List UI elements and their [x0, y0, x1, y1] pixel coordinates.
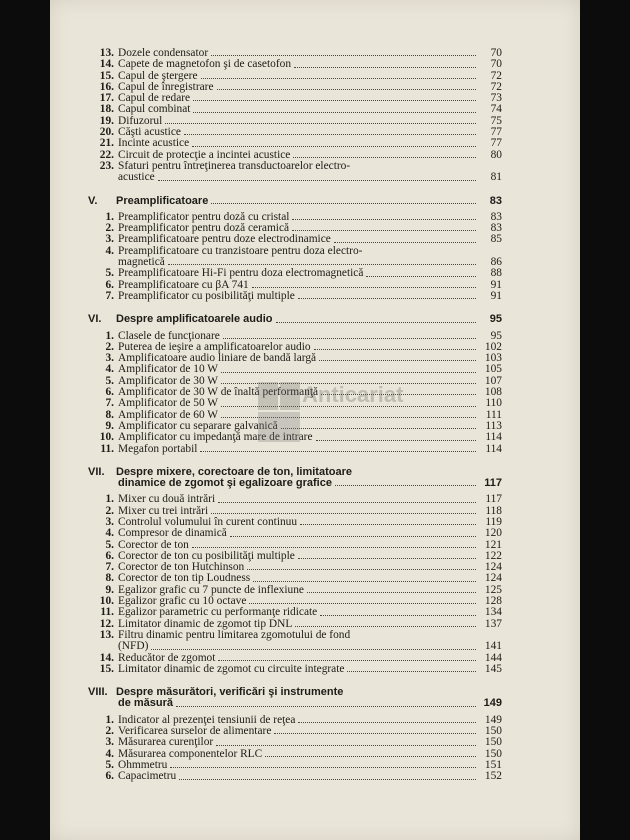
page-number: 70: [490, 58, 502, 71]
entry-number: 5.: [105, 758, 114, 771]
chapter-heading: [88, 467, 502, 490]
toc-chapter: [88, 467, 502, 675]
page-number: 85: [490, 233, 502, 246]
dot-leader: [230, 536, 476, 537]
dot-leader: [193, 112, 476, 113]
entry-number: 8.: [105, 572, 114, 585]
entry-title: Limitator dinamic de zgomot cu circuite integrate: [118, 662, 345, 675]
entry-number: 16.: [99, 80, 114, 93]
page-number: 72: [490, 69, 502, 82]
page-number: 137: [484, 617, 502, 630]
entry-title: Corector de ton: [118, 538, 189, 551]
entry-title: Filtru dinamic pentru limitarea zgomotului de fond: [118, 628, 351, 641]
entry-number: 4.: [105, 244, 114, 257]
dot-leader: [151, 649, 476, 650]
dot-leader: [347, 671, 476, 672]
entry-number: 8.: [105, 408, 114, 421]
toc-entry: [88, 737, 502, 748]
page-number: 83: [489, 194, 502, 207]
entry-number: 11.: [100, 442, 114, 455]
entry-number: 4.: [105, 527, 114, 540]
page-number: 120: [484, 527, 502, 540]
page-number: 75: [490, 114, 502, 127]
dot-leader: [252, 287, 476, 288]
entry-number: 6.: [105, 386, 114, 399]
page-number: 111: [485, 408, 502, 421]
entry-title: Preamplificatoare cu βA 741: [118, 278, 249, 291]
section-number: V.: [88, 194, 98, 207]
entry-title: Amplificator de 60 W: [118, 408, 219, 421]
dot-leader: [274, 733, 476, 734]
page-number: 73: [490, 92, 502, 105]
section-title-continued: [88, 478, 502, 489]
entry-number: 10.: [99, 431, 114, 444]
entry-title: Mixer cu două intrări: [118, 493, 216, 506]
toc-chapter: [88, 48, 502, 184]
page-number: 108: [484, 386, 502, 399]
entry-number: 2.: [105, 340, 114, 353]
page-number: 134: [484, 606, 502, 619]
entry-number: 15.: [99, 662, 114, 675]
page-number: 91: [490, 278, 502, 291]
entry-title: Capul de înregistrare: [118, 80, 214, 93]
entry-title: Preamplificatoare pentru doze electrodinamice: [118, 233, 331, 246]
entry-title: Dozele condensator: [118, 47, 209, 59]
continued-text: acustice: [118, 171, 155, 184]
page-number: 144: [484, 651, 502, 664]
entry-title: Măsurarea componentelor RLC: [118, 747, 263, 760]
dot-leader: [193, 100, 476, 101]
entry-number: 13.: [99, 47, 114, 59]
entry-number: 3.: [105, 233, 114, 246]
entry-title: Egalizor parametric cu performanţe ridicate: [118, 606, 318, 619]
entry-number: 6.: [105, 770, 114, 783]
toc-entry: [88, 432, 502, 443]
entry-number: 1.: [105, 713, 114, 726]
entry-number: 19.: [99, 114, 114, 127]
entry-title: Controlul volumului în curent continuu: [118, 515, 298, 528]
entry-number: 2.: [105, 222, 114, 235]
section-number: VI.: [88, 313, 102, 326]
dot-leader: [211, 513, 476, 514]
page-number: 128: [484, 595, 502, 608]
entry-title: Amplificator de 30 W de înaltă performanţă: [118, 386, 319, 399]
chapter-heading: [88, 687, 502, 710]
entry-title: Preamplificator pentru doză ceramică: [118, 222, 290, 235]
entry-title: Egalizor grafic cu 7 puncte de inflexiune: [118, 583, 304, 596]
page-number: 119: [485, 515, 502, 528]
dot-leader: [211, 203, 476, 204]
entry-number: 2.: [105, 504, 114, 517]
entry-title: Reducător de zgomot: [118, 651, 216, 664]
toc-chapter: [88, 687, 502, 782]
page-number: 83: [490, 222, 502, 235]
entry-title: Corector de ton Hutchinson: [118, 561, 245, 574]
entry-number: 2.: [105, 725, 114, 738]
entry-number: 13.: [99, 628, 114, 641]
entry-title: Preamplificator pentru doză cu cristal: [118, 210, 290, 223]
dot-leader: [314, 349, 476, 350]
section-heading: [88, 314, 502, 325]
dot-leader: [168, 264, 476, 265]
page-number: 86: [490, 256, 502, 269]
dot-leader: [221, 406, 476, 407]
chapter-heading: [88, 314, 502, 325]
toc-entry: [88, 444, 502, 455]
toc-entry: [88, 528, 502, 539]
page-number: 103: [484, 352, 502, 365]
entry-title: Verificarea surselor de alimentare: [118, 725, 272, 738]
page-number: 113: [485, 419, 502, 432]
page-number: 77: [490, 126, 502, 139]
section-heading: [88, 196, 502, 207]
page-number: 117: [485, 493, 502, 506]
toc-entry: [88, 664, 502, 675]
entry-title-continued: [88, 641, 502, 652]
dot-leader: [211, 55, 476, 56]
dot-leader: [276, 322, 477, 323]
toc-entry: [88, 630, 502, 641]
continued-text: dinamice de zgomot şi egalizoare grafice: [118, 477, 332, 490]
dot-leader: [253, 581, 476, 582]
page-number: 83: [490, 210, 502, 223]
dot-leader: [298, 298, 476, 299]
page-number: 118: [485, 504, 502, 517]
entry-number: 9.: [105, 419, 114, 432]
dot-leader: [249, 603, 476, 604]
toc-entry: [88, 138, 502, 149]
dot-leader: [300, 524, 476, 525]
dot-leader: [294, 67, 476, 68]
page-number: 125: [484, 583, 502, 596]
entry-title: Mixer cu trei intrări: [118, 504, 209, 517]
page-number: 77: [490, 137, 502, 150]
dot-leader: [292, 230, 476, 231]
entry-number: 5.: [105, 374, 114, 387]
entry-number: 6.: [105, 549, 114, 562]
page-number: 102: [484, 340, 502, 353]
entry-number: 7.: [105, 289, 114, 302]
dot-leader: [192, 547, 476, 548]
toc-entry: [88, 291, 502, 302]
entry-title: Limitator dinamic de zgomot tip DNL: [118, 617, 293, 630]
toc-entry: [88, 268, 502, 279]
page-number: 149: [483, 697, 502, 710]
dot-leader: [320, 615, 476, 616]
dot-leader: [170, 767, 476, 768]
chapter-heading: [88, 196, 502, 207]
page-number: 114: [485, 442, 502, 455]
entry-title: Corector de ton tip Loudness: [118, 572, 251, 585]
page-number: 152: [484, 770, 502, 783]
entry-number: 10.: [99, 595, 114, 608]
entry-number: 5.: [105, 538, 114, 551]
continued-text: magnetică: [118, 256, 165, 269]
dot-leader: [221, 417, 476, 418]
page-number: 81: [490, 171, 502, 184]
entry-title: Amplificator de 30 W: [118, 374, 219, 387]
dot-leader: [176, 706, 476, 707]
entry-title: Amplificator cu separare galvanică: [118, 419, 278, 432]
entry-title: Capul combinat: [118, 103, 191, 116]
entry-number: 14.: [99, 58, 114, 71]
dot-leader: [218, 502, 476, 503]
dot-leader: [165, 123, 476, 124]
toc-entry: [88, 494, 502, 505]
continued-text: de măsură: [118, 697, 174, 710]
entry-number: 22.: [99, 148, 114, 161]
entry-title: Capul de redare: [118, 92, 191, 105]
page-number: 95: [489, 313, 502, 326]
dot-leader: [321, 394, 476, 395]
page-number: 72: [490, 80, 502, 93]
section-number: VIII.: [88, 686, 108, 699]
entry-title: Difuzorul: [118, 114, 163, 127]
entry-title: Circuit de protecţie a incintei acustice: [118, 148, 291, 161]
dot-leader: [223, 338, 476, 339]
dot-leader: [184, 134, 476, 135]
entry-number: 11.: [100, 606, 114, 619]
toc-entry: [88, 607, 502, 618]
dot-leader: [319, 360, 476, 361]
entry-number: 14.: [99, 651, 114, 664]
section-number: VII.: [88, 465, 105, 478]
dot-leader: [218, 660, 476, 661]
page-number: 122: [484, 549, 502, 562]
dot-leader: [298, 722, 476, 723]
page-number: 70: [490, 47, 502, 59]
dot-leader: [293, 157, 476, 158]
entry-title: Indicator al prezenţei tensiunii de reţea: [118, 713, 296, 726]
entry-number: 12.: [99, 617, 114, 630]
page-number: 117: [484, 477, 502, 490]
entry-number: 1.: [105, 493, 114, 506]
entry-title: Puterea de ieşire a amplificatoarelor audio: [118, 340, 311, 353]
toc-chapter: [88, 196, 502, 303]
entry-number: 7.: [105, 561, 114, 574]
dot-leader: [179, 779, 476, 780]
page-number: 105: [484, 363, 502, 376]
entry-title: Capete de magnetofon şi de casetofon: [118, 58, 292, 71]
dot-leader: [221, 383, 476, 384]
entry-title: Amplificator de 50 W: [118, 397, 219, 410]
entry-title: Compresor de dinamică: [118, 527, 227, 540]
page-number: 124: [484, 561, 502, 574]
page-number: 145: [484, 662, 502, 675]
page-number: 107: [484, 374, 502, 387]
dot-leader: [247, 569, 476, 570]
section-title: Preamplificatoare: [116, 194, 209, 207]
section-title: Despre măsurători, verificări şi instrumente: [116, 686, 344, 699]
entry-title: Căşti acustice: [118, 126, 181, 139]
entry-number: 4.: [105, 363, 114, 376]
entry-title: Capul de ştergere: [118, 69, 198, 82]
entry-number: 6.: [105, 278, 114, 291]
page-number: 80: [490, 148, 502, 161]
dot-leader: [217, 89, 476, 90]
page-number: 95: [490, 329, 502, 342]
page-number: 149: [484, 713, 502, 726]
entry-number: 3.: [105, 515, 114, 528]
entry-title-continued: [88, 172, 502, 183]
entry-title: Măsurarea curenţilor: [118, 736, 214, 749]
entry-title: Capacimetru: [118, 770, 177, 783]
entry-number: 4.: [105, 747, 114, 760]
entry-title: Preamplificatoare cu tranzistoare pentru doza electro-: [118, 244, 363, 257]
entry-number: 23.: [99, 159, 114, 172]
page-number: 150: [484, 725, 502, 738]
dot-leader: [295, 626, 476, 627]
entry-number: 20.: [99, 126, 114, 139]
entry-title: Sfaturi pentru întreţinerea transductoarelor electro-: [118, 159, 351, 172]
page-number: 141: [484, 640, 502, 653]
entry-number: 17.: [99, 92, 114, 105]
dot-leader: [158, 180, 476, 181]
dot-leader: [334, 242, 476, 243]
watermark-text: Anticariat: [302, 382, 404, 407]
entry-title: Preamplificator cu posibilităţi multiple: [118, 289, 295, 302]
page-number: 124: [484, 572, 502, 585]
dot-leader: [221, 372, 476, 373]
entry-number: 7.: [105, 397, 114, 410]
entry-title: Amplificatoare audio liniare de bandă largă: [118, 352, 317, 365]
entry-title: Megafon portabil: [118, 442, 198, 455]
entry-number: 21.: [99, 137, 114, 150]
dot-leader: [366, 276, 476, 277]
page-number: 88: [490, 267, 502, 280]
dot-leader: [335, 485, 476, 486]
toc-chapter: [88, 314, 502, 455]
dot-leader: [316, 440, 476, 441]
page-number: 121: [484, 538, 502, 551]
entry-number: 3.: [105, 736, 114, 749]
page-number: 151: [484, 758, 502, 771]
entry-number: 1.: [105, 329, 114, 342]
dot-leader: [281, 428, 476, 429]
dot-leader: [216, 745, 476, 746]
dot-leader: [192, 146, 476, 147]
toc-entry: [88, 398, 502, 409]
section-title: Despre amplificatoarele audio: [116, 313, 273, 326]
dot-leader: [265, 756, 476, 757]
dot-leader: [307, 592, 476, 593]
entry-number: 1.: [105, 210, 114, 223]
page-number: 114: [485, 431, 502, 444]
entry-title: Incinte acustice: [118, 137, 190, 150]
dot-leader: [201, 78, 477, 79]
dot-leader: [298, 558, 476, 559]
page-number: 91: [490, 289, 502, 302]
dot-leader: [292, 219, 476, 220]
section-title: Despre mixere, corectoare de ton, limitatoare: [116, 465, 352, 478]
page-number: 150: [484, 747, 502, 760]
toc-entry: [88, 59, 502, 70]
table-of-contents: [88, 48, 502, 783]
toc-entry: [88, 771, 502, 782]
entry-number: 15.: [99, 69, 114, 82]
entry-title: Amplificator de 10 W: [118, 363, 219, 376]
entry-title: Ohmmetru: [118, 758, 168, 771]
entry-title: Clasele de funcţionare: [118, 329, 220, 342]
page-number: 150: [484, 736, 502, 749]
entry-number: 3.: [105, 352, 114, 365]
section-title-continued: [88, 698, 502, 709]
page-number: 110: [485, 397, 502, 410]
entry-number: 9.: [105, 583, 114, 596]
page-number: 74: [490, 103, 502, 116]
continued-text: (NFD): [118, 640, 149, 653]
entry-title: Egalizor grafic cu 10 octave: [118, 595, 247, 608]
dot-leader: [200, 451, 476, 452]
entry-number: 18.: [99, 103, 114, 116]
entry-number: 5.: [105, 267, 114, 280]
entry-title: Corector de ton cu posibilităţi multiple: [118, 549, 295, 562]
entry-title: Preamplificatoare Hi-Fi pentru doza electromagnetică: [118, 267, 364, 280]
entry-title: Amplificator cu impedanţă mare de intrare: [118, 431, 313, 444]
